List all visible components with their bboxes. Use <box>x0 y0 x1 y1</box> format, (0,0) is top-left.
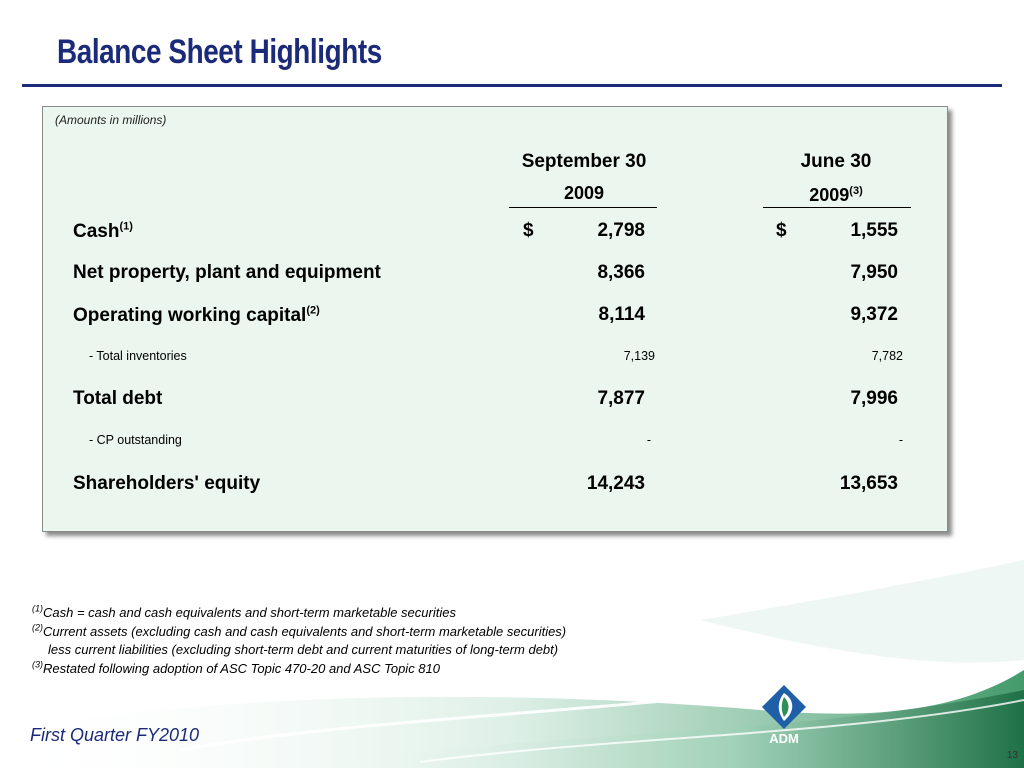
column-heading-jun: June 30 <box>800 151 872 172</box>
adm-logo <box>754 683 814 745</box>
page-number: 13 <box>1006 750 1018 761</box>
column-heading-sep: September 30 <box>521 151 647 172</box>
title-divider <box>22 84 1002 87</box>
footnote-2: $^{(2)}$Current assets (excluding cash and cash equivalents and short-term marketable securities) <box>32 622 567 639</box>
row-label-inventories: - Total inventories <box>89 349 187 363</box>
balance-sheet-panel <box>42 106 948 532</box>
cell-total-debt-jun: 7,996 <box>850 388 898 409</box>
cell-working-capital-sep: 8,114 <box>598 304 645 325</box>
cell-cash-jun: 1,555 <box>850 220 898 241</box>
row-label-total-debt: Total debt <box>73 388 163 409</box>
cell-total-debt-sep: 7,877 <box>597 388 645 409</box>
svg-text:ADM: ADM <box>769 731 799 745</box>
row-label-equity: Shareholders' equity <box>73 473 261 494</box>
cell-cp-outstanding-sep: - <box>646 433 651 447</box>
footnote-2-continued: less current liabilities (excluding short-term debt and current maturities of long-term debt) <box>48 642 559 657</box>
column-rule-sep <box>509 207 657 208</box>
cell-cash-sep: 2,798 <box>597 220 645 241</box>
cell-inventories-sep: 7,139 <box>623 349 655 363</box>
column-year-sep: 2009 <box>563 183 605 203</box>
cell-net-property-jun: 7,950 <box>850 262 898 283</box>
currency-symbol: $ <box>523 220 534 241</box>
row-label-working-capital: Operating working capital$^{(2)}$ <box>73 304 320 326</box>
amounts-note: (Amounts in millions) <box>55 113 167 127</box>
footnote-3: $^{(3)}$Restated following adoption of ASC Topic 470-20 and ASC Topic 810 <box>32 659 441 676</box>
column-rule-jun <box>763 207 911 208</box>
footnotes <box>32 604 566 678</box>
footnote-1: $^{(1)}$Cash = cash and cash equivalents and short-term marketable securities <box>32 603 456 620</box>
cell-equity-jun: 13,653 <box>839 473 898 494</box>
column-year-jun: 2009$^{(3)}$ <box>809 185 863 205</box>
quarter-label: First Quarter FY2010 <box>30 725 200 745</box>
cell-inventories-jun: 7,782 <box>871 349 903 363</box>
page-title: Balance Sheet Highlights <box>57 33 382 71</box>
row-label-cash: Cash$^{(1)}$ <box>73 220 133 242</box>
row-label-net-property: Net property, plant and equipment <box>73 262 381 283</box>
cell-working-capital-jun: 9,372 <box>850 304 898 325</box>
row-label-cp-outstanding: - CP outstanding <box>89 433 182 447</box>
currency-symbol: $ <box>776 220 787 241</box>
cell-cp-outstanding-jun: - <box>898 433 903 447</box>
cell-net-property-sep: 8,366 <box>597 262 645 283</box>
cell-equity-sep: 14,243 <box>586 473 645 494</box>
